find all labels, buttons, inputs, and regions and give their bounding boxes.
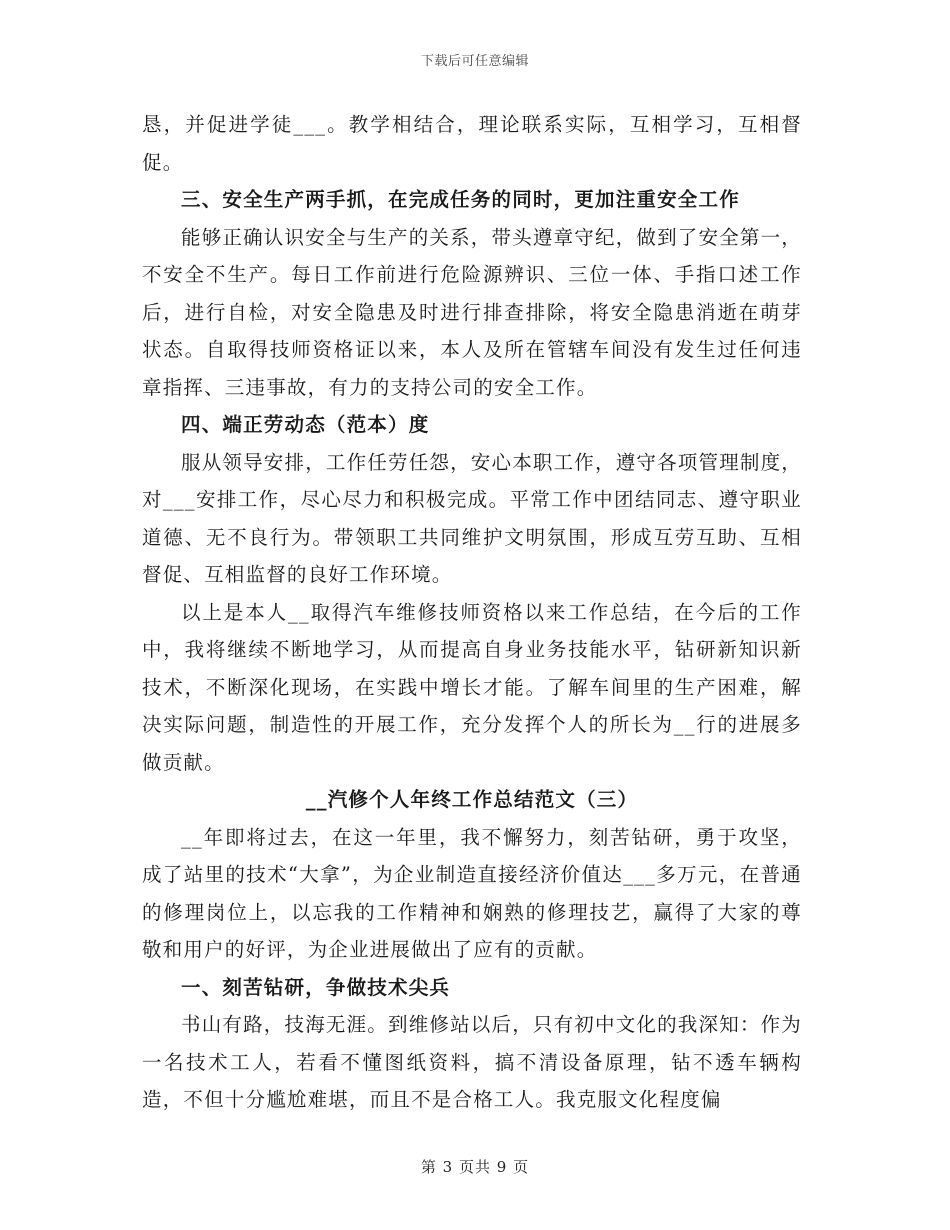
paragraph-attitude: 服从领导安排，工作任劳任怨，安心本职工作，遵守各项管理制度，对___安排工作，尽心尽力和积极完成。平常工作中团结同志、遵守职业道德、无不良行为。带领职工共同维护文明氛围，形成互劳互助、互相督促、互相监督的良好工作环境。 [142, 450, 803, 586]
section-heading-study: 一、刻苦钻研，争做技术尖兵 [181, 975, 451, 999]
document-body [142, 106, 802, 1119]
page-header: 下载后可任意编辑 [420, 54, 529, 69]
paragraph-conclusion: 以上是本人__取得汽车维修技师资格以来工作总结，在今后的工作中，我将继续不断地学习，从而提高自身业务技能水平，钻研新知识新技术，不断深化现场，在实践中增长才能。了解车间里的生产困难，解决实际问题，制造性的开展工作，充分发挥个人的所长为__行的进展多做贡献。 [142, 600, 802, 774]
paragraph-continuation: 恳，并促进学徒___。教学相结合，理论联系实际，互相学习，互相督促。 [142, 113, 802, 174]
section-heading-safety: 三、安全生产两手抓，在完成任务的同时，更加注重安全工作 [181, 188, 740, 211]
paragraph-intro: __年即将过去，在这一年里，我不懈努力，刻苦钻研，勇于攻坚，成了站里的技术“大拿”，为企业制造直接经济价值达___多万元，在普通的修理岗位上，以忘我的工作精神和娴熟的修理技艺，赢得了大家的尊敬和用户的好评，为企业进展做出了应有的贡献。 [142, 825, 802, 961]
article-title: __汽修个人年终工作总结范文（三） [305, 788, 639, 811]
paragraph-study: 书山有路，技海无涯。到维修站以后，只有初中文化的我深知：作为一名技术工人，若看不懂图纸资料，搞不清设备原理，钻不透车辆构造，不但十分尴尬难堪，而且不是合格工人。我克服文化程度偏 [142, 1013, 803, 1111]
section-heading-attitude: 四、端正劳动态（范本）度 [181, 413, 430, 436]
paragraph-safety: 能够正确认识安全与生产的关系，带头遵章守纪，做到了安全第一，不安全不生产。每日工作前进行危险源辨识、三位一体、手指口述工作后，进行自检，对安全隐患及时进行排查排除，将安全隐患消逝在萌芽状态。自取得技师资格证以来，本人及所在管辖车间没有发生过任何违章指挥、三违事故，有力的支持公司的安全工作。 [142, 225, 803, 399]
page-number: 第 3 页共 9 页 [420, 1158, 530, 1176]
